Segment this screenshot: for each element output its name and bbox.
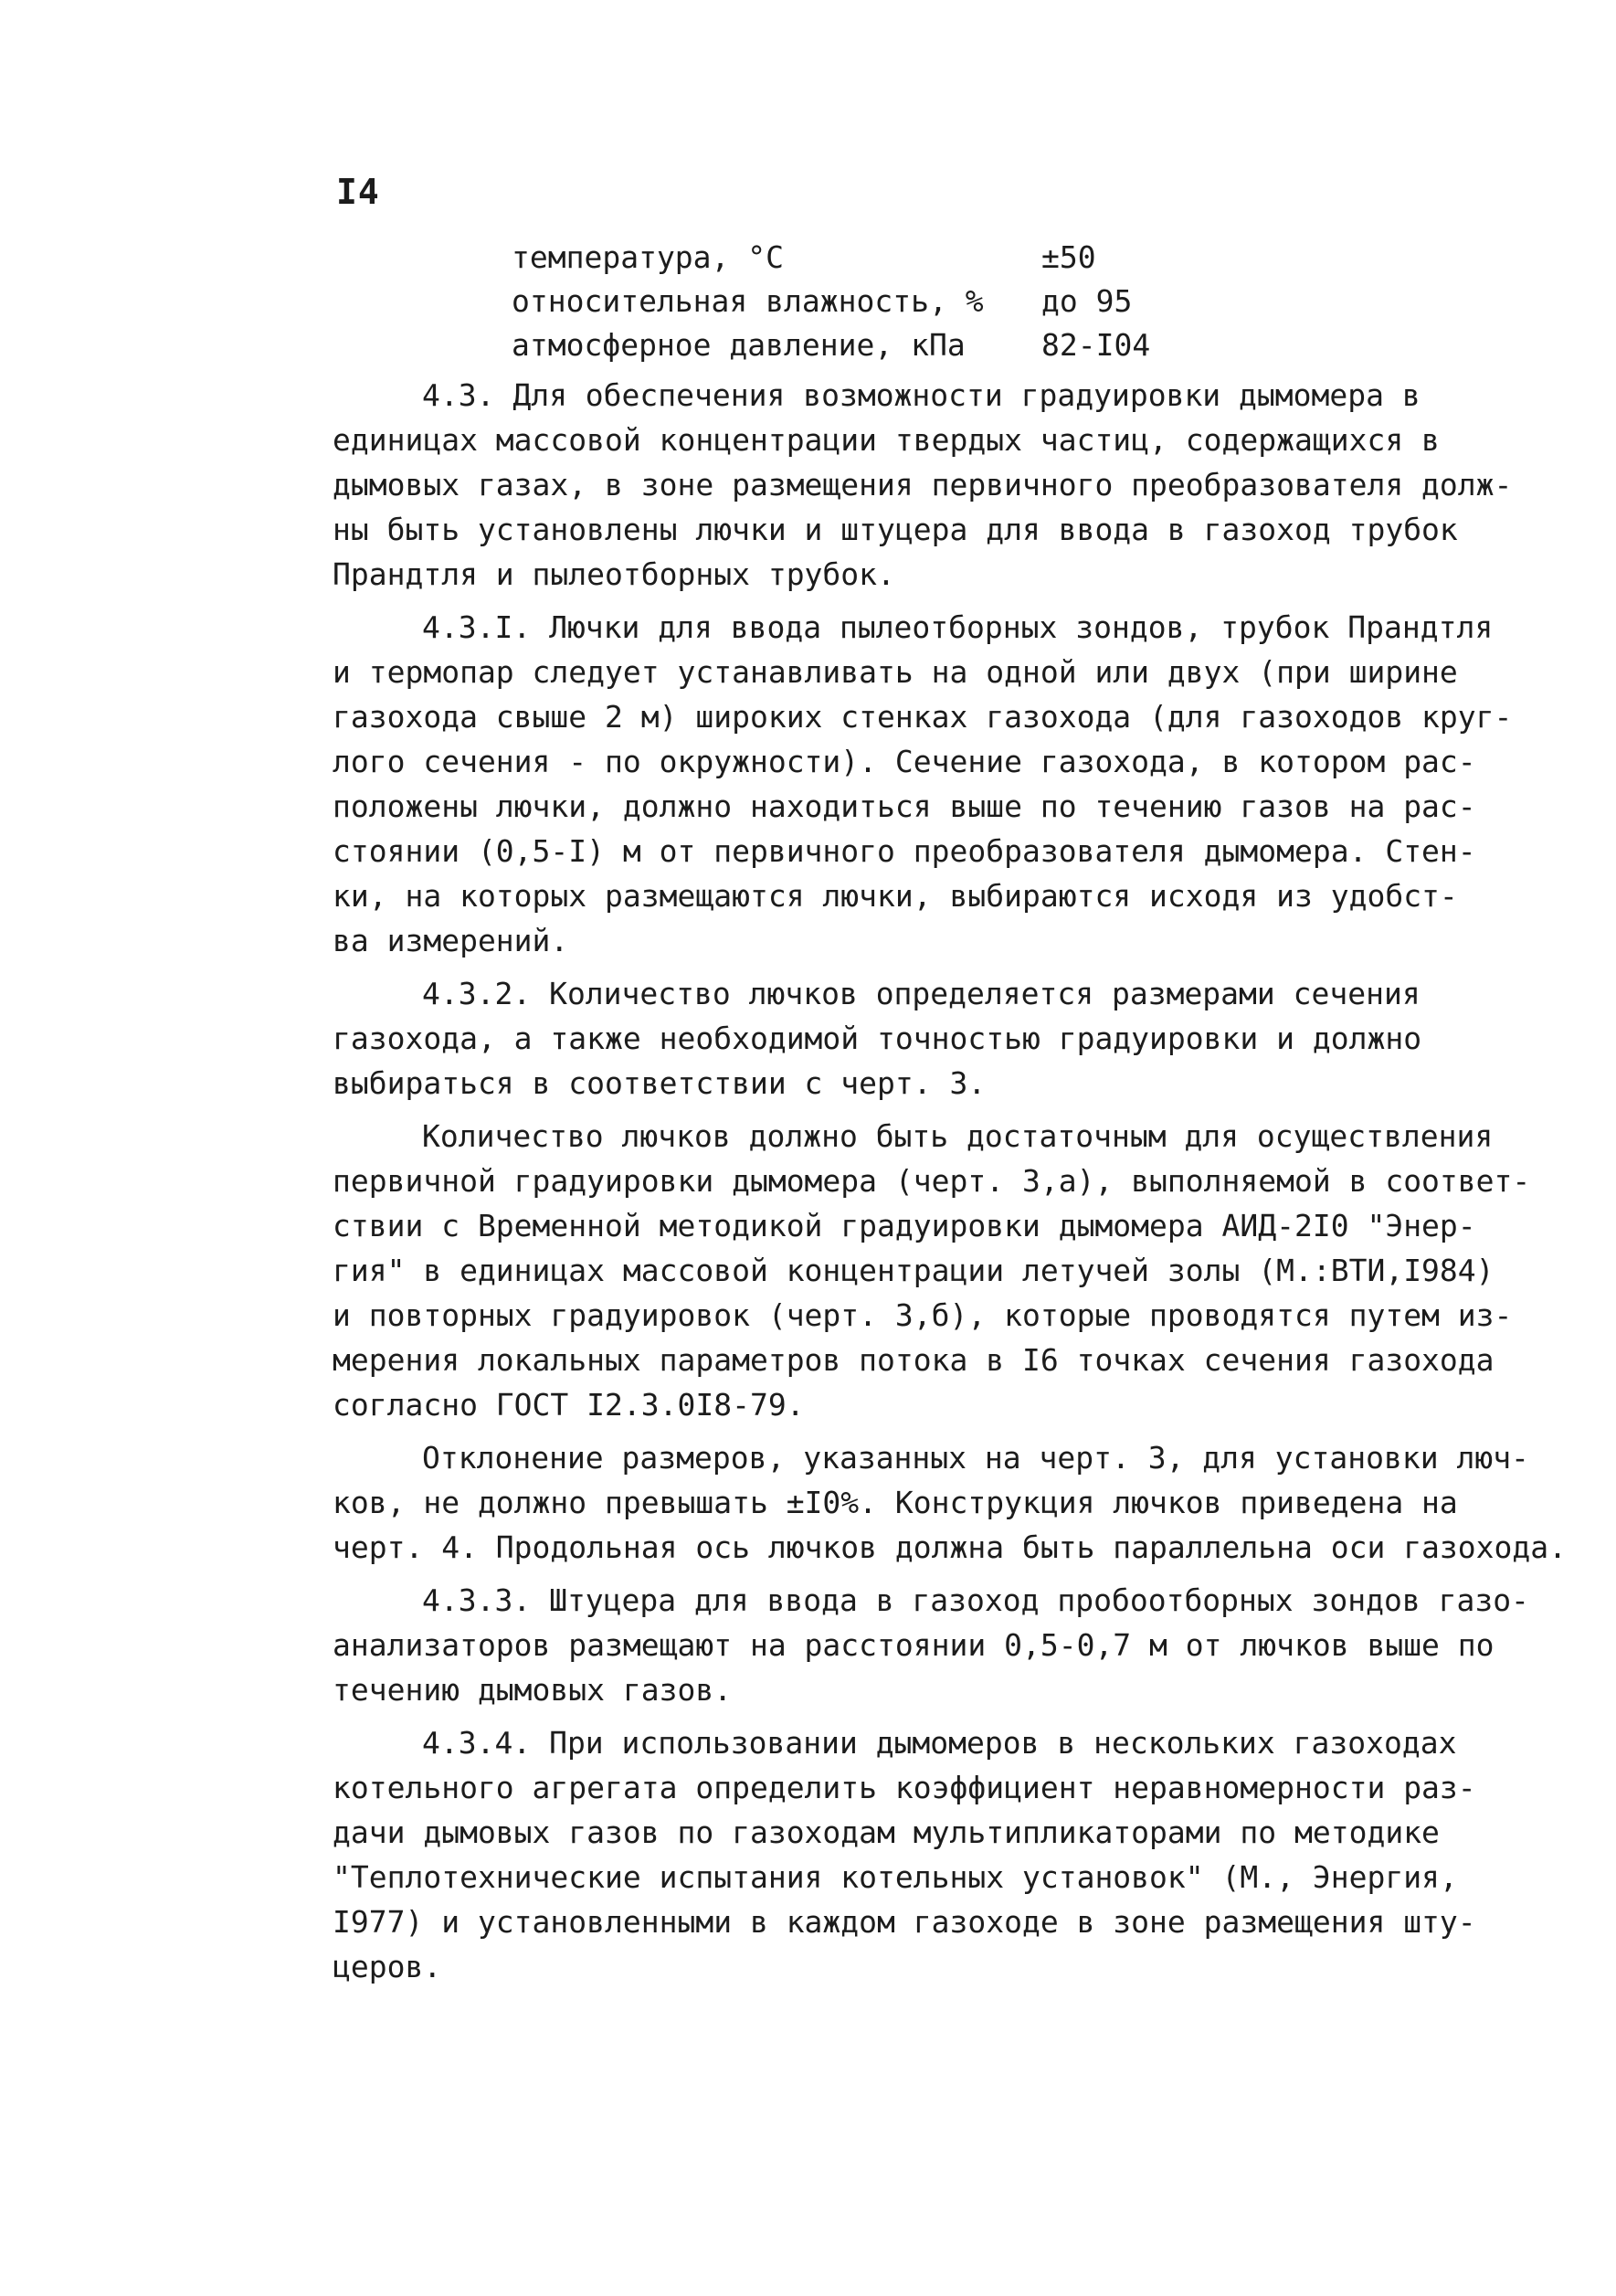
condition-value: 82-I04: [1041, 327, 1151, 363]
text-line: Прандтля и пылеотборных трубок.: [333, 556, 895, 592]
condition-value: ±50: [1041, 239, 1096, 275]
text-line: церов.: [333, 1949, 442, 1984]
text-line: 4.3.I. Лючки для ввода пылеотборных зондов, трубок Прандтля: [422, 609, 1494, 645]
text-line: согласно ГОСТ I2.3.0I8-79.: [333, 1387, 805, 1423]
text-line: Количество лючков должно быть достаточным для осуществления: [422, 1118, 1494, 1154]
condition-label: температура, °С: [512, 239, 785, 275]
text-line: ствии с Временной методикой градуировки дымомера АИД-2I0 "Энер-: [333, 1208, 1476, 1243]
text-line: I977) и установленными в каждом газоходе в зоне размещения шту-: [333, 1904, 1476, 1940]
text-line: 4.3.2. Количество лючков определяется размерами сечения: [422, 976, 1421, 1011]
text-line: ны быть установлены лючки и штуцера для ввода в газоход трубок: [333, 512, 1458, 547]
condition-label: относительная влажность, %: [512, 283, 984, 319]
text-line: и повторных градуировок (черт. 3,б), которые проводятся путем из-: [333, 1297, 1513, 1333]
text-line: дачи дымовых газов по газоходам мультипликаторами по методике: [333, 1815, 1440, 1850]
condition-value: до 95: [1041, 283, 1133, 319]
text-line: и термопар следует устанавливать на одной или двух (при ширине: [333, 654, 1458, 690]
condition-row: [512, 323, 1242, 367]
paragraph: [333, 1114, 1593, 1427]
text-line: 4.3. Для обеспечения возможности градуировки дымомера в: [422, 377, 1421, 413]
text-line: "Теплотехнические испытания котельных установок" (М., Энергия,: [333, 1859, 1458, 1895]
condition-row: [512, 280, 1242, 323]
text-line: 4.3.3. Штуцера для ввода в газоход пробоотборных зондов газо-: [422, 1582, 1529, 1618]
text-line: единицах массовой концентрации твердых частиц, содержащихся в: [333, 422, 1440, 458]
text-line: котельного агрегата определить коэффициент неравномерности раз-: [333, 1770, 1476, 1805]
text-line: анализаторов размещают на расстоянии 0,5-0,7 м от лючков выше по: [333, 1627, 1495, 1663]
paragraph: [333, 605, 1593, 963]
text-line: первичной градуировки дымомера (черт. 3,а), выполняемой в соответ-: [333, 1163, 1531, 1199]
text-line: течению дымовых газов.: [333, 1672, 733, 1708]
text-line: Отклонение размеров, указанных на черт. 3, для установки люч-: [422, 1440, 1529, 1476]
paragraph: [333, 373, 1593, 597]
text-line: черт. 4. Продольная ось лючков должна быть параллельна оси газохода.: [333, 1529, 1568, 1565]
paragraph: [333, 971, 1593, 1106]
paragraph: [333, 1435, 1593, 1570]
text-line: газохода, а также необходимой точностью градуировки и должно: [333, 1021, 1422, 1056]
text-line: ков, не должно превышать ±I0%. Конструкция лючков приведена на: [333, 1485, 1458, 1520]
conditions-table: [512, 236, 1242, 367]
text-line: гия" в единицах массовой концентрации летучей золы (М.:ВТИ,I984): [333, 1253, 1495, 1288]
text-line: лого сечения - по окружности). Сечение газохода, в котором рас-: [333, 744, 1476, 779]
body-text: [333, 373, 1593, 1997]
text-line: положены лючки, должно находиться выше по течению газов на рас-: [333, 788, 1476, 824]
text-line: ва измерений.: [333, 923, 569, 958]
text-line: газохода свыше 2 м) широких стенках газохода (для газоходов круг-: [333, 699, 1513, 735]
page-number: I4: [336, 172, 380, 212]
text-line: стоянии (0,5-I) м от первичного преобразователя дымомера. Стен-: [333, 833, 1476, 869]
paragraph: [333, 1578, 1593, 1712]
text-line: дымовых газах, в зоне размещения первичного преобразователя долж-: [333, 467, 1513, 503]
text-line: ки, на которых размещаются лючки, выбираются исходя из удобст-: [333, 878, 1458, 914]
text-line: выбираться в соответствии с черт. 3.: [333, 1065, 987, 1101]
paragraph: [333, 1720, 1593, 1989]
text-line: 4.3.4. При использовании дымомеров в нескольких газоходах: [422, 1725, 1457, 1761]
condition-label: атмосферное давление, кПа: [512, 327, 966, 363]
condition-row: [512, 236, 1242, 280]
text-line: мерения локальных параметров потока в I6 точках сечения газохода: [333, 1342, 1495, 1378]
